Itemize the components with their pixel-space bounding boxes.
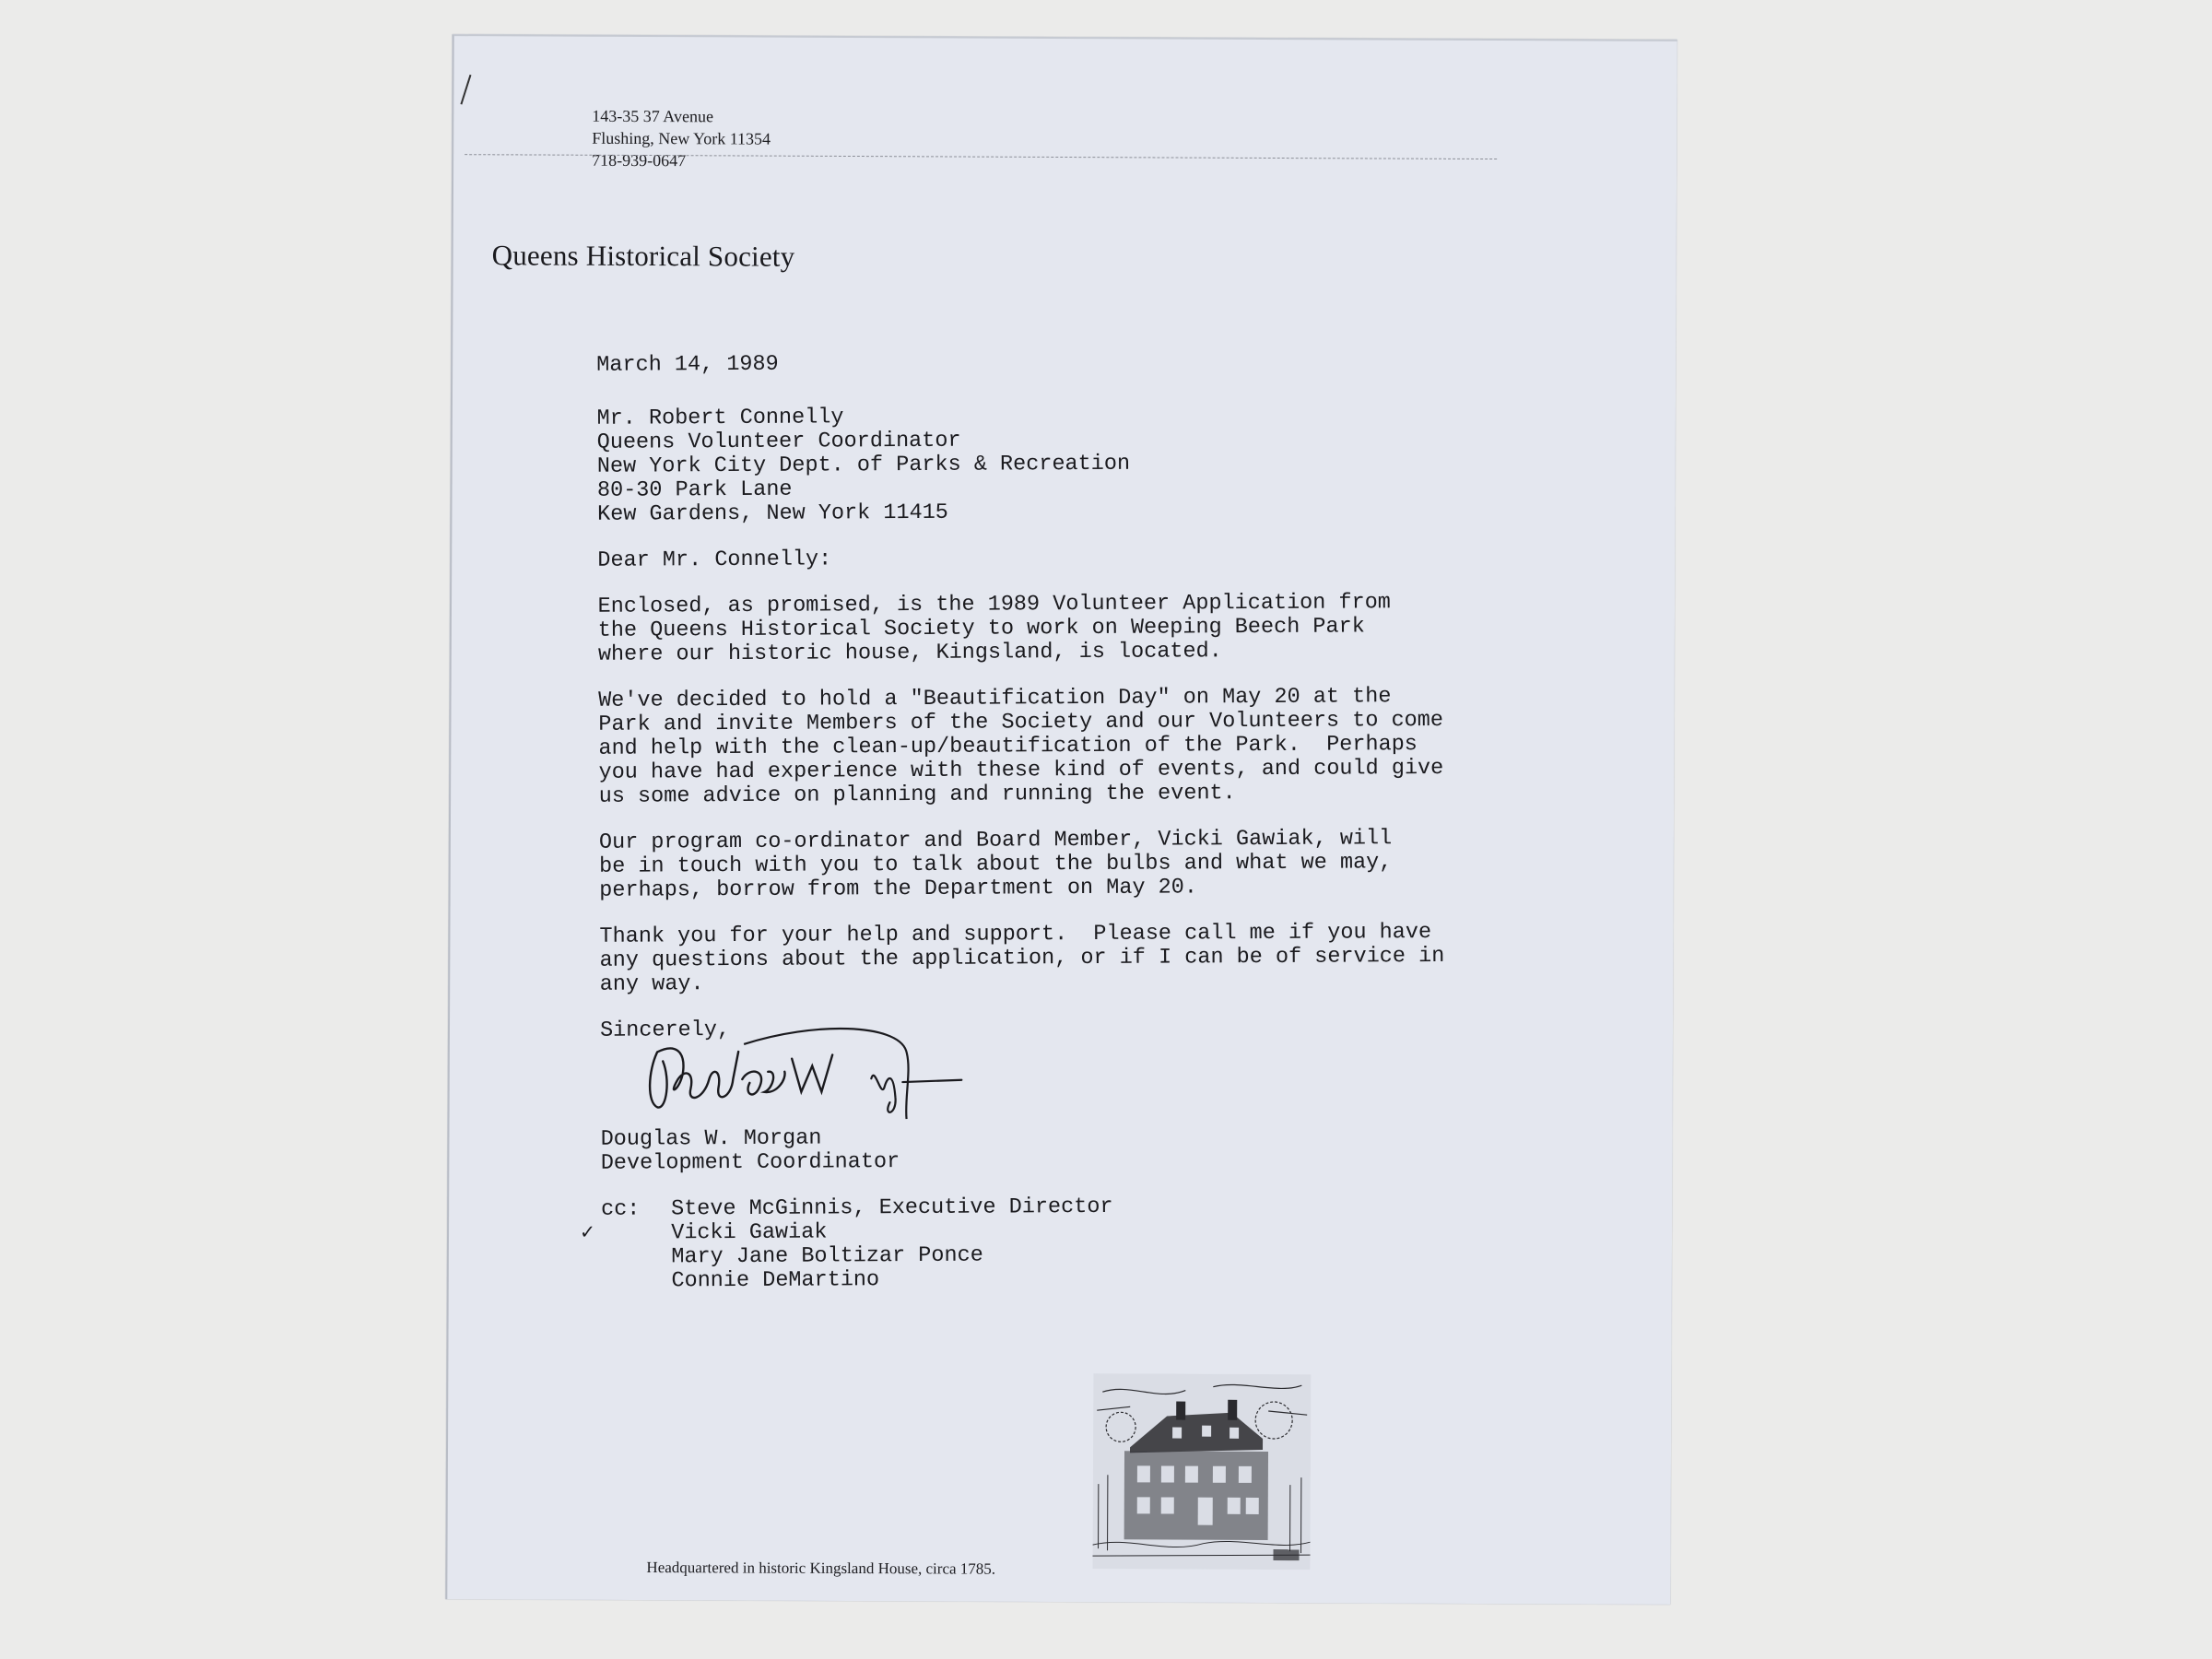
- paragraph-line: and help with the clean-up/beautification of the Park. Perhaps: [598, 732, 1418, 761]
- address-line-street: 143-35 37 Avenue: [592, 106, 714, 126]
- cc-item: Connie DeMartino: [671, 1267, 880, 1294]
- recipient-line: Mr. Robert Connelly: [596, 405, 844, 431]
- paragraph-line: any questions about the application, or if I can be of service in: [599, 943, 1445, 973]
- checkmark-icon: ✓: [581, 1220, 594, 1246]
- recipient-line: Queens Volunteer Coordinator: [596, 428, 961, 455]
- paragraph-line: Park and invite Members of the Society and our Volunteers to come: [598, 707, 1444, 737]
- cc-item: Steve McGinnis, Executive Director: [670, 1194, 1113, 1222]
- letter-body: [581, 348, 1559, 1294]
- recipient-line: New York City Dept. of Parks & Recreation: [596, 451, 1131, 479]
- paragraph-line: us some advice on planning and running the event.: [598, 781, 1236, 809]
- letterhead-address: [592, 105, 771, 172]
- paragraph-3: [599, 826, 1558, 902]
- paragraph-line: Thank you for your help and support. Please call me if you have: [599, 920, 1432, 949]
- cc-block: [581, 1193, 1560, 1294]
- kingsland-house-illustration: [1092, 1373, 1311, 1570]
- salutation: Dear Mr. Connelly:: [597, 547, 832, 573]
- signature-area: [600, 1038, 1559, 1127]
- signer-name: Douglas W. Morgan: [600, 1125, 822, 1152]
- recipient-block: [597, 402, 1557, 526]
- pen-mark-icon: [457, 73, 476, 110]
- footer-caption: Headquartered in historic Kingsland House, circa 1785.: [646, 1559, 996, 1578]
- paragraph-line: We've decided to hold a "Beautification Day" on May 20 at the: [598, 684, 1392, 713]
- cc-label: cc:: [600, 1196, 641, 1222]
- signer-title: Development Coordinator: [600, 1149, 900, 1176]
- paragraph-1: [598, 590, 1557, 666]
- address-line-city: Flushing, New York 11354: [592, 128, 771, 148]
- address-line-phone: 718-939-0647: [592, 150, 687, 171]
- paragraph-line: the Queens Historical Society to work on Weeping Beech Park: [597, 614, 1365, 643]
- paragraph-2: [598, 684, 1558, 808]
- paragraph-line: Our program co-ordinator and Board Member, Vicki Gawiak, will: [598, 826, 1393, 855]
- organization-name: Queens Historical Society: [491, 239, 795, 273]
- handwritten-signature: [629, 1014, 981, 1126]
- cc-item: Vicki Gawiak: [671, 1219, 828, 1246]
- paragraph-line: Enclosed, as promised, is the 1989 Volunteer Application from: [597, 590, 1391, 619]
- paragraph-4: [599, 920, 1558, 996]
- paragraph-line: any way.: [599, 971, 704, 997]
- cc-item: Mary Jane Boltizar Ponce: [671, 1242, 983, 1270]
- paragraph-line: you have had experience with these kind of events, and could give: [598, 755, 1444, 785]
- paragraph-line: where our historic house, Kingsland, is located.: [597, 639, 1222, 667]
- paragraph-line: be in touch with you to talk about the bulbs and what we may,: [599, 850, 1393, 879]
- closing: Sincerely,: [599, 1018, 731, 1043]
- letter-date: March 14, 1989: [596, 351, 779, 378]
- letter-page: [445, 34, 1677, 1605]
- paragraph-line: perhaps, borrow from the Department on May 20.: [599, 875, 1198, 903]
- recipient-line: 80-30 Park Lane: [596, 477, 793, 503]
- recipient-line: Kew Gardens, New York 11415: [597, 500, 948, 527]
